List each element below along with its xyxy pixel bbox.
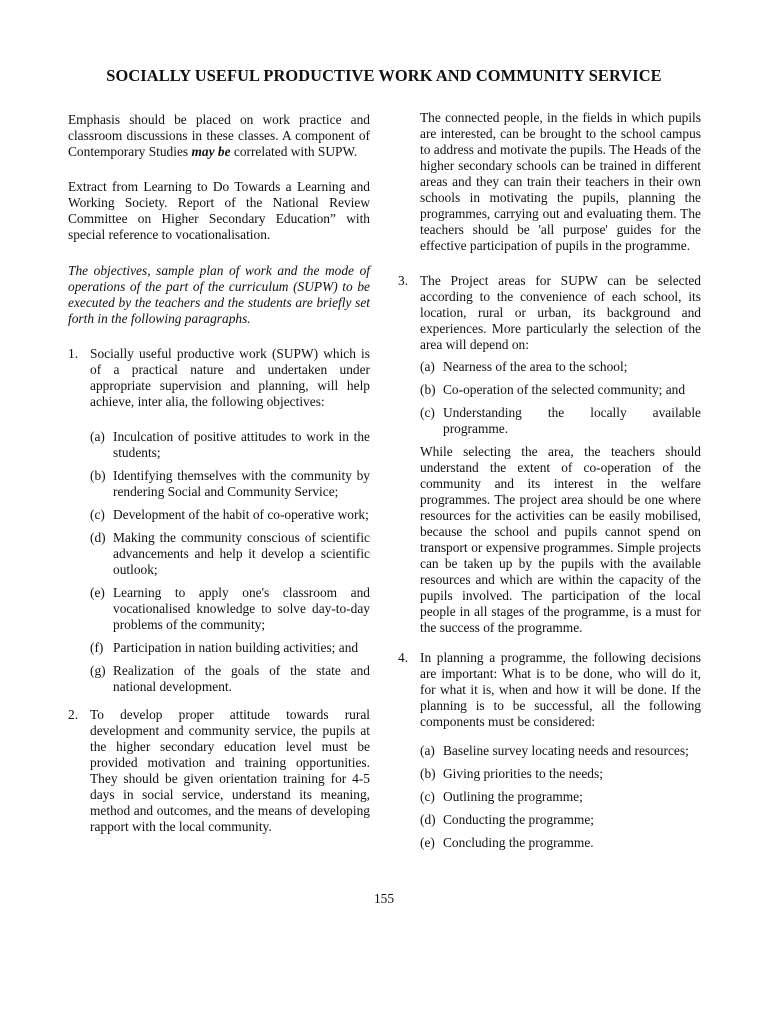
list-item: (c) Outlining the programme; <box>420 789 583 804</box>
item-number: 4. <box>398 650 409 665</box>
item-text: To develop proper attitude towards rural development and community service, the pupils at the higher secondary education level must be provided motivation and training opportunities. They should be given orientation training for 4-5 days in social service, understand its meaning, method and outcomes, and the means of developing rapport with the local community. <box>90 707 370 834</box>
numbered-item-2 <box>68 707 370 835</box>
selection-paragraph: While selecting the area, the teachers should understand the extent of co-operation of the community and its interest in the welfare programmes. The project area should be one where resources for the activities can be easily mobilised, because the school and pupils cannot spend on transport or expensive programmes. Simple projects can be taken up by the pupils with the available resources and which are within the capacity of the pupils involved. The participation of the local people in all stages of the programme, is a must for the success of the programme. <box>420 444 701 635</box>
list-item: (e) Learning to apply one's classroom and vocationalised knowledge to solve day-to-day problems of the community; <box>90 585 370 632</box>
numbered-item-3 <box>398 273 701 353</box>
list-item: (e) Concluding the programme. <box>420 835 594 850</box>
list-item: (c) Understanding the locally available programme. <box>420 405 701 436</box>
page-number: 155 <box>373 891 395 906</box>
item-number: 2. <box>68 707 79 722</box>
list-item: (f) Participation in nation building activities; and <box>90 640 359 655</box>
continuation-paragraph: The connected people, in the fields in which pupils are interested, can be brought to the school campus to address and motivate the pupils. The Heads of the higher secondary schools can be trained in different areas and they can train their teachers in their own schools in motivating the pupils, planning the programmes, carrying out and evaluating them. The teachers should be 'all purpose' guides for the effective participation of pupils in the programme. <box>420 110 701 253</box>
item-text: The Project areas for SUPW can be selected according to the convenience of each school, its location, rural or urban, its background and experiences. More particularly the selection of the area will depend on: <box>420 273 701 352</box>
selection-criteria-list <box>420 359 701 437</box>
item-number: 3. <box>398 273 409 288</box>
list-item: (a) Baseline survey locating needs and resources; <box>420 743 689 758</box>
item-number: 1. <box>68 346 79 361</box>
list-item: (b) Identifying themselves with the community by rendering Social and Community Service; <box>90 468 370 499</box>
planning-components-list <box>420 743 701 851</box>
numbered-item-1 <box>68 346 370 410</box>
numbered-item-4 <box>398 650 701 730</box>
list-item: (g) Realization of the goals of the state and national development. <box>90 663 370 694</box>
list-item: (b) Co-operation of the selected community; and <box>420 382 686 397</box>
right-column <box>398 110 701 851</box>
extract-paragraph: Extract from Learning to Do Towards a Learning and Working Society. Report of the National Review Committee on Higher Secondary Education” with special reference to vocationalisation. <box>68 179 370 242</box>
list-item: (c) Development of the habit of co-operative work; <box>90 507 369 522</box>
list-item: (d) Conducting the programme; <box>420 812 594 827</box>
list-item: (b) Giving priorities to the needs; <box>420 766 603 781</box>
list-item: (a) Inculcation of positive attitudes to work in the students; <box>90 429 370 460</box>
list-item: (a) Nearness of the area to the school; <box>420 359 628 374</box>
objectives-list <box>90 429 370 695</box>
objectives-note: The objectives, sample plan of work and the mode of operations of the part of the curriculum (SUPW) to be executed by the teachers and the students are briefly set forth in the following paragraphs. <box>68 263 370 326</box>
item-text: Socially useful productive work (SUPW) which is of a practical nature and undertaken under appropriate supervision and planning, will help achieve, inter alia, the following objectives: <box>90 346 370 409</box>
emphasis-text: may be <box>191 144 231 159</box>
left-column <box>68 110 370 835</box>
item-text: In planning a programme, the following decisions are important: What is to be done, who will do it, for what it is, when and how it will be done. If the planning is to be successful, all the following components must be considered: <box>420 650 701 729</box>
list-item: (d) Making the community conscious of scientific advancements and help it develop a scientific outlook; <box>90 530 370 577</box>
page-title: SOCIALLY USEFUL PRODUCTIVE WORK AND COMMUNITY SERVICE <box>106 66 662 85</box>
intro-paragraph: Emphasis should be placed on work practice and classroom discussions in these classes. A component of Contemporary Studies may be correlated with SUPW. <box>68 112 370 159</box>
